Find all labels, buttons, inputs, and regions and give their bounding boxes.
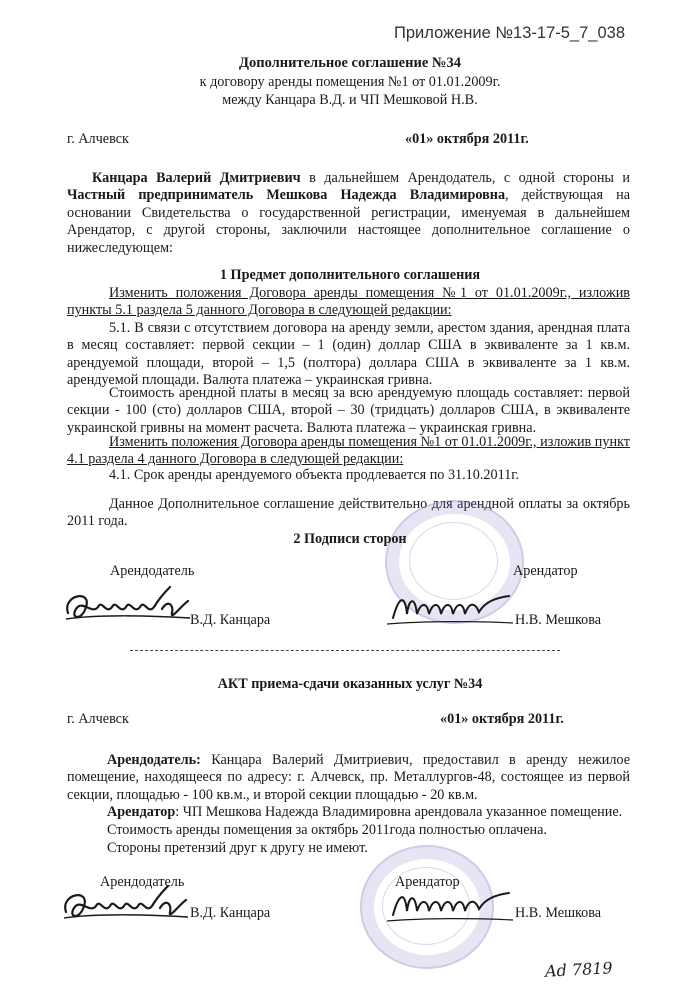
- appendix-label: Приложение №13-17-5_7_038: [394, 24, 625, 42]
- act-lessor-signature: [60, 884, 200, 929]
- lessor-signature: [62, 585, 202, 630]
- act-tenant-text: : ЧП Мешкова Надежда Владимировна арендовала указанное помещение.: [175, 804, 623, 820]
- handwritten-note: Ad 7819: [544, 958, 614, 981]
- intro-lessor-name: Канцара Валерий Дмитриевич: [92, 170, 301, 186]
- change-clause-4: Изменить положения Договора аренды помещения №1 от 01.01.2009г., изложив пункт 4.1 раздела 4 данного Договора в следующей редакции:: [67, 434, 630, 468]
- act-tenant-paragraph: [107, 804, 630, 821]
- act-tenant-name: Н.В. Мешкова: [515, 905, 602, 921]
- act-tenant-label: Арендатор: [107, 804, 176, 820]
- act-sign-tenant-label: Арендатор: [395, 874, 460, 890]
- clause-4-1: 4.1. Срок аренды арендуемого объекта продлевается по 31.10.2011г.: [109, 467, 520, 483]
- intro-part2: , действующая на основании Свидетельства о государственной регистрации, именуемая в дальнейшем Арендатор, с другой стороны, заключили настоящее дополнительное соглашение о нижеследующем:: [67, 187, 630, 256]
- section1-title: 1 Предмет дополнительного соглашения: [219, 267, 481, 283]
- signature-lessor-label: Арендодатель: [110, 563, 195, 579]
- agreement-subtitle-parties: между Канцара В.Д. и ЧП Мешковой Н.В.: [222, 92, 478, 108]
- cost-paragraph: Стоимость арендной платы в месяц за всю арендуемую площадь составляет: первой секции - 100 (сто) долларов США, второй – 30 (тридцать) долларов США, в эквиваленте украинской гривны на момент расчета. Валюта платежа – украинская гривна.: [67, 385, 630, 436]
- act-tenant-signature: [385, 885, 515, 930]
- act-paid-text: Стоимость аренды помещения за октябрь 2011года полностью оплачена.: [107, 822, 547, 838]
- agreement-title: Дополнительное соглашение №34: [239, 55, 461, 71]
- act-lessor-paragraph: [67, 752, 630, 804]
- change-clause-5: Изменить положения Договора аренды помещения №1 от 01.01.2009г., изложив пункты 5.1 раздела 5 данного Договора в следующей редакции:: [67, 285, 630, 319]
- act-date: «01» октября 2011г.: [440, 711, 564, 727]
- section-separator: [130, 650, 560, 651]
- signature-tenant-label: Арендатор: [513, 563, 578, 579]
- intro-tenant-name: Частный предприниматель Мешкова Надежда Владимировна: [67, 187, 506, 204]
- act-city: г. Алчевск: [67, 711, 129, 727]
- section2-title: 2 Подписи сторон: [293, 531, 407, 547]
- act-title: АКТ приема-сдачи оказанных услуг №34: [217, 676, 483, 692]
- tenant-signature: [385, 588, 515, 633]
- tenant-name: Н.В. Мешкова: [515, 612, 602, 628]
- validity-paragraph: Данное Дополнительное соглашение действительно для арендной оплаты за октябрь 2011 года.: [67, 496, 630, 530]
- agreement-city: г. Алчевск: [67, 131, 129, 147]
- agreement-date: «01» октября 2011г.: [405, 131, 529, 147]
- clause-5-1: 5.1. В связи с отсутствием договора на аренду земли, арестом здания, арендная плата в месяц составляет: первой секции – 1 (один) доллар США в эквиваленте за 1 кв.м. арендуемой площади, второй – 1,5 (полтора) доллара США в эквиваленте за 1 кв.м. арендуемой площади. Валюта платежа – украинская гривна.: [67, 320, 630, 389]
- agreement-intro: [67, 170, 630, 257]
- act-lessor-label: Арендодатель:: [107, 752, 201, 768]
- agreement-subtitle-contract: к договору аренды помещения №1 от 01.01.2009г.: [199, 74, 501, 90]
- act-lessor-text: Канцара Валерий Дмитриевич, предоставил в аренду нежилое помещение, находящееся по адресу: г. Алчевск, пр. Металлургов-48, состоящее из первой секции, площадью - 100 кв.м., и второй секции площадью - 20 кв.м.: [67, 752, 630, 803]
- act-lessor-name: В.Д. Канцара: [190, 905, 271, 921]
- act-sign-lessor-label: Арендодатель: [100, 874, 185, 890]
- act-claims-text: Стороны претензий друг к другу не имеют.: [107, 840, 368, 856]
- lessor-name: В.Д. Канцара: [190, 612, 271, 628]
- intro-part1: в дальнейшем Арендодатель, с одной стороны и: [300, 170, 630, 186]
